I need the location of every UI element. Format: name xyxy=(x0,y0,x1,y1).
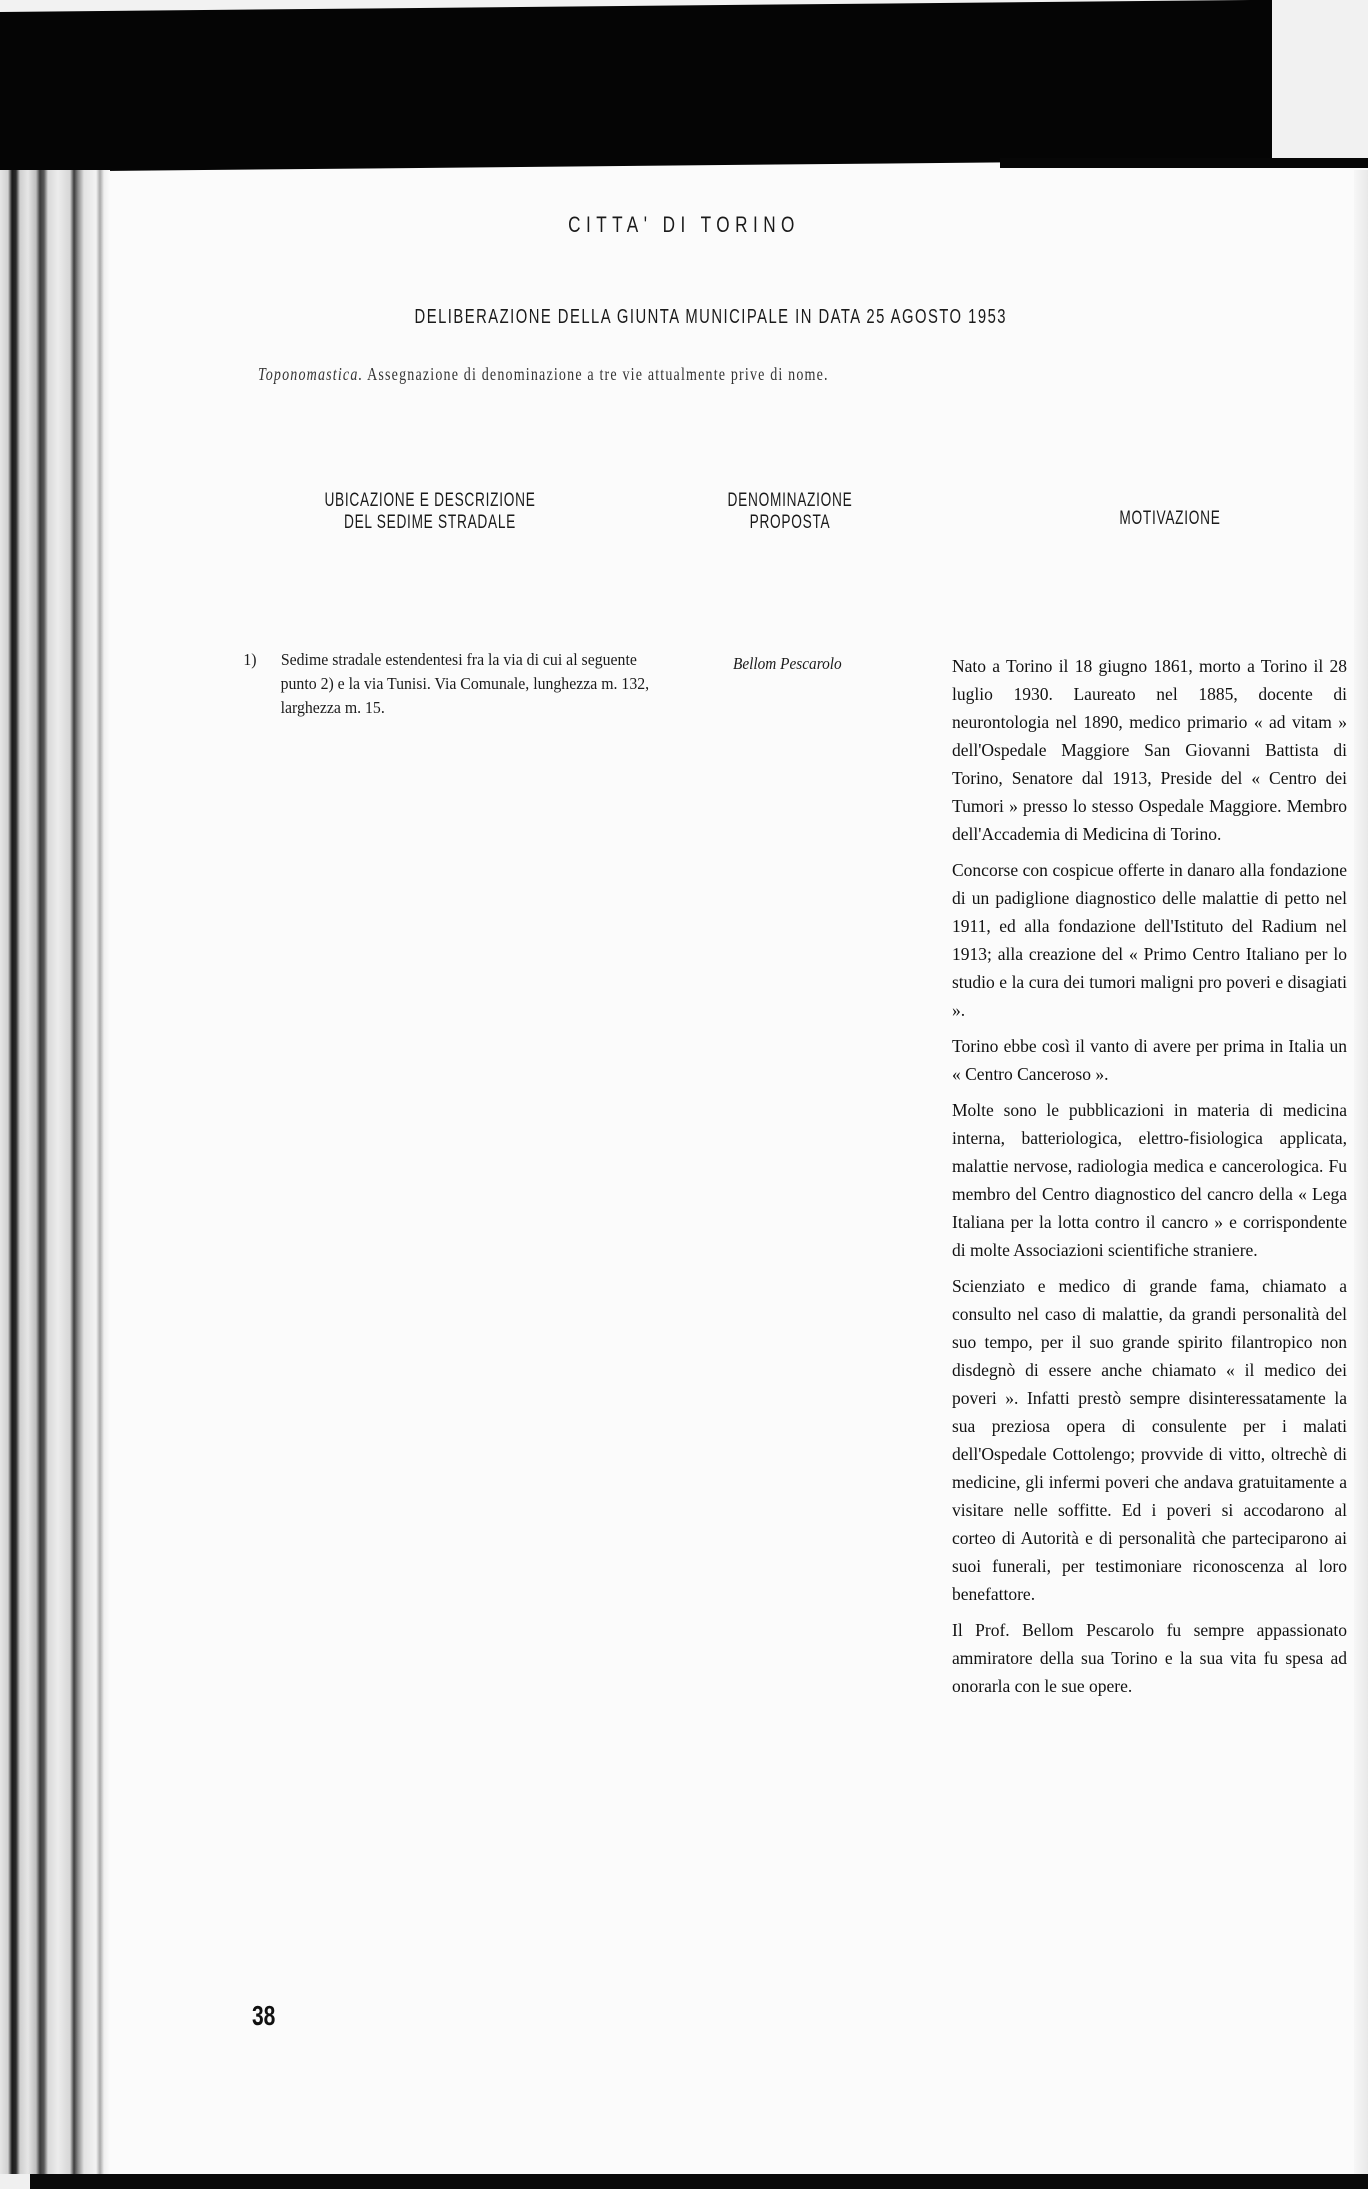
row-motivation xyxy=(952,652,1347,1708)
row-description-text: Sedime stradale estendentesi fra la via di cui al seguente punto 2) e la via Tunisi. Via Comunale, lunghezza m. 132, larghezza m. 15. xyxy=(280,650,650,717)
page-right-edge xyxy=(1354,170,1368,2174)
column-header-line: DEL SEDIME STRADALE xyxy=(343,512,517,533)
scan-margin-top-right xyxy=(1272,0,1368,158)
row-proposed-name: Bellom Pescarolo xyxy=(733,654,842,673)
column-header-line: DENOMINAZIONE xyxy=(727,490,853,511)
column-header-line: UBICAZIONE E DESCRIZIONE xyxy=(324,490,536,511)
motivation-paragraph: Torino ebbe così il vanto di avere per prima in Italia un « Centro Canceroso ». xyxy=(952,1036,1347,1084)
scan-margin-bottom xyxy=(0,2174,30,2189)
scan-black-band-top xyxy=(0,0,1272,172)
motivation-paragraph: Scienziato e medico di grande fama, chiamato a consulto nel caso di malattie, da grandi personalità del suo tempo, per il suo grande spirito filantropico non disdegnò di essere anche chiamato « il medico dei poveri ». Infatti prestò sempre disinteressatamente la sua preziosa opera di consulente per i malati dell'Ospedale Cottolengo; provvide di vitto, oltrechè di medicine, gli infermi poveri che andava gratuitamente a visitare nelle soffitte. Ed i poveri si accodarono al corteo di Autorità e di personalità che parteciparono ai suoi funerali, per testimoniare riconoscenza al loro benefattore. xyxy=(952,1276,1347,1604)
row-description xyxy=(243,648,662,720)
subject-text: Assegnazione di denominazione a tre vie attualmente prive di nome. xyxy=(367,364,829,384)
motivation-paragraph: Concorse con cospicue offerte in danaro alla fondazione di un padiglione diagnostico delle malattie di petto nel 1911, ed alla fondazione dell'Istituto del Radium nel 1913; alla creazione del « Primo Centro Italiano per lo studio e la cura dei tumori maligni pro poveri e disagiati ». xyxy=(952,860,1347,1020)
deliberation-title: DELIBERAZIONE DELLA GIUNTA MUNICIPALE IN DATA 25 AGOSTO 1953 xyxy=(414,306,1007,328)
book-page-edges xyxy=(0,170,110,2175)
row-number: 1) xyxy=(243,650,257,669)
subject-line xyxy=(258,364,829,385)
subject-topic: Toponomastica. xyxy=(258,364,364,384)
column-header-proposed-name xyxy=(682,490,898,534)
column-header-line: PROPOSTA xyxy=(749,512,831,533)
column-header-motivation xyxy=(1048,508,1293,530)
column-header-location xyxy=(286,490,574,534)
city-title: CITTA' DI TORINO xyxy=(568,212,800,237)
motivation-paragraph: Molte sono le pubblicazioni in materia di medicina interna, batteriologica, elettro-fisiologica applicata, malattie nervose, radiologia medica e cancerologica. Fu membro del Centro diagnostico del cancro della « Lega Italiana per la lotta contro il cancro » e corrispondente di molte Associazioni scientifiche straniere. xyxy=(952,1100,1347,1260)
motivation-paragraph: Nato a Torino il 18 giugno 1861, morto a Torino il 28 luglio 1930. Laureato nel 1885, docente di neurontologia nel 1890, medico primario « ad vitam » dell'Ospedale Maggiore San Giovanni Battista di Torino, Senatore dal 1913, Preside del « Centro dei Tumori » presso lo stesso Ospedale Maggiore. Membro dell'Accademia di Medicina di Torino. xyxy=(952,656,1347,844)
scan-black-band-bottom xyxy=(30,2174,1368,2189)
motivation-paragraph: Il Prof. Bellom Pescarolo fu sempre appassionato ammiratore della sua Torino e la sua vita fu spesa ad onorarla con le sue opere. xyxy=(952,1620,1347,1696)
page-number: 38 xyxy=(252,2000,276,2031)
column-header-line: MOTIVAZIONE xyxy=(1119,508,1221,529)
scan-black-band-edge xyxy=(1000,158,1368,168)
